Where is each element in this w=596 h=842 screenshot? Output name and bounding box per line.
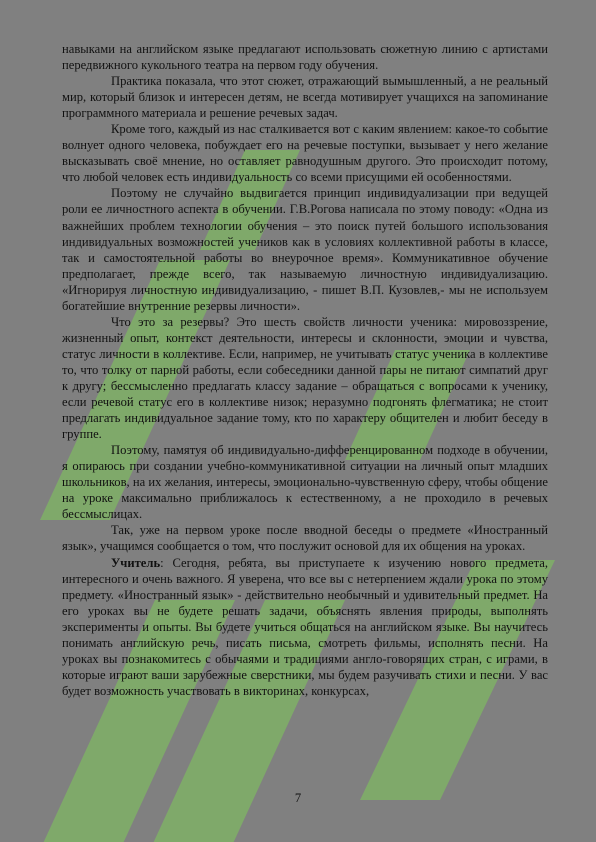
paragraph	[62, 442, 548, 522]
paragraph	[62, 522, 548, 554]
paragraph-text: : Сегодня, ребята, вы приступаете к изучению нового предмета, интересного и очень важного. Я уверена, что все вы с нетерпением ждали урока по этому предмету. «Иностранный язык» - действительно необычный и удивительный предмет. На его уроках вы не будете решать задачи, объяснять явления природы, выполнять эксперименты и опыты. Вы будете учиться общаться на английском языке. Вы научитесь понимать английскую речь, писать письма, смотреть фильмы, исполнять песни. На уроках вы познакомитесь с обычаями и традициями англо-говорящих стран, с играми, в которые играют ваши зарубежные сверстники, мы будем разучивать стихи и песни. У вас будет возможность участвовать в викторинах, конкурсах,	[62, 555, 548, 698]
page-number: 7	[294, 791, 302, 805]
paragraph	[62, 73, 548, 121]
paragraph	[62, 185, 548, 313]
paragraph-text: навыками на английском языке предлагают использовать сюжетную линию с артистами передвижного кукольного театра на первом году обучения.	[62, 42, 548, 73]
paragraph-text: Так, уже на первом уроке после вводной беседы о предмете «Иностранный язык», учащимся сообщается о том, что послужит основой для их общения на уроках.	[62, 523, 548, 554]
paragraph-text: Поэтому, памятуя об индивидуально-дифференцированном подходе в обучении, я опираюсь при создании учебно-коммуникативной ситуации на личный опыт младших школьников, на их желания, интересы, эмоционально-чувственную сферу, чтобы общение на уроке максимально приближалось к естественному, а не проходило в речевых бессмыслицах.	[62, 443, 548, 522]
paragraph-text: Кроме того, каждый из нас сталкивается вот с каким явлением: какое-то событие волнует одного человека, побуждает его на речевые поступки, вызывает у него желание высказывать своё мнение, но оставляет равнодушным другого. Это происходит потому, что любой человек есть индивидуальность со всеми присущими ей особенностями.	[62, 122, 548, 185]
paragraph	[62, 121, 548, 185]
document-body	[62, 41, 548, 699]
speaker-label: Учитель	[111, 555, 161, 570]
paragraph	[62, 555, 548, 699]
paragraph	[62, 314, 548, 442]
paragraph	[62, 41, 548, 73]
paragraph-text: Что это за резервы? Это шесть свойств личности ученика: мировоззрение, жизненный опыт, контекст деятельности, интересы и склонности, эмоции и чувства, статус личности в коллективе. Если, например, не учитывать статус ученика в коллективе то, что толку от парной работы, если собеседники данной пары не питают симпатий друг к другу; бессмысленно предлагать классу задание – обращаться с вопросами к ученику, если речевой статус его в коллективе низок; неразумно подгонять флегматика; не стоит предлагать индивидуальное задание тому, кто по характеру общителен и любит беседу в группе.	[62, 314, 548, 442]
paragraph-text: Поэтому не случайно выдвигается принцип индивидуализации при ведущей роли ее личностного аспекта в обучении. Г.В.Рогова написала по этому поводу: «Одна из важнейших проблем технологии обучения – это поиск путей большого использования индивидуальных возможностей учеников как в условиях коллективной работы в классе, так и самостоятельной работы во внеурочное время». Коммуникативное обучение предполагает, прежде всего, так называемую личностную индивидуализацию. «Игнорируя личностную индивидуализацию, - пишет В.П. Кузовлев,- мы не используем богатейшие внутренние резервы личности».	[62, 186, 548, 313]
paragraph-text: Практика показала, что этот сюжет, отражающий вымышленный, а не реальный мир, который близок и интересен детям, не всегда мотивирует учащихся на запоминание программного материала и решение речевых задач.	[62, 74, 548, 121]
